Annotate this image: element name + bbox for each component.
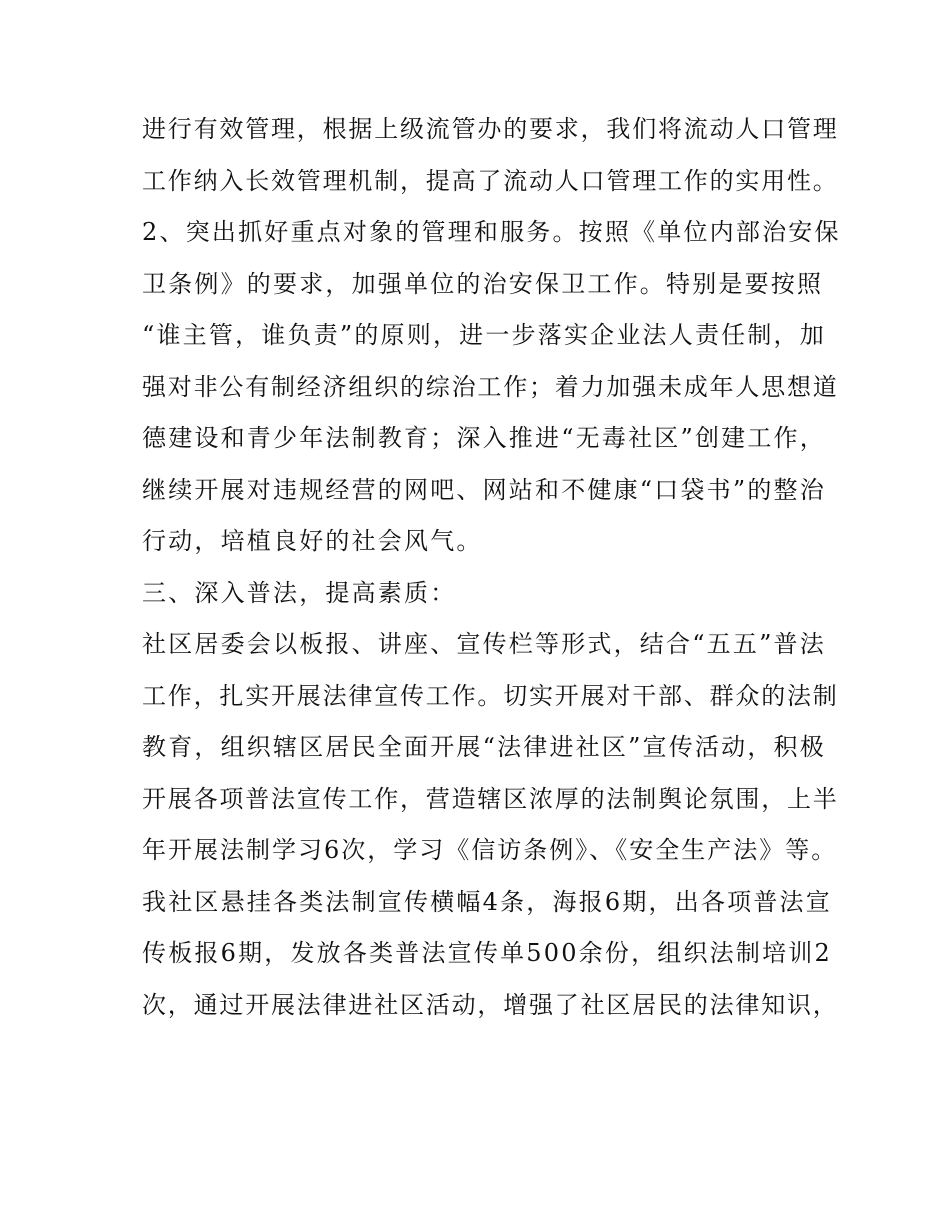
- text-line: 传板报6期，发放各类普法宣传单500余份，组织法制培训2: [142, 939, 832, 967]
- text-line: 行动，培植良好的社会风气。: [142, 527, 483, 555]
- section-heading: 三、深入普法，提高素质：: [142, 578, 457, 607]
- text-line: 2、突出抓好重点对象的管理和服务。按照《单位内部治安保: [142, 218, 841, 246]
- text-line: 强对非公有制经济组织的综治工作；着力加强未成年人思想道: [142, 372, 839, 401]
- text-line: 卫条例》的要求，加强单位的治安保卫工作。特别是要按照: [142, 269, 824, 298]
- text-line: 进行有效管理，根据上级流管办的要求，我们将流动人口管理: [142, 115, 839, 143]
- text-line: 我社区悬挂各类法制宣传横幅4条，海报6期，出各项普法宣: [142, 887, 832, 916]
- text-line: 工作，扎实开展法律宣传工作。切实开展对干部、群众的法制: [142, 681, 839, 710]
- text-line: 开展各项普法宣传工作，营造辖区浓厚的法制舆论氛围，上半: [142, 784, 839, 813]
- text-line: 德建设和青少年法制教育；深入推进“无毒社区”创建工作，: [142, 424, 826, 452]
- document-body: [142, 104, 842, 1031]
- text-line: “谁主管，谁负责”的原则，进一步落实企业法人责任制，加: [142, 321, 826, 349]
- text-line: 次，通过开展法律进社区活动，增强了社区居民的法律知识，: [142, 990, 839, 1019]
- text-line: 社区居委会以板报、讲座、宣传栏等形式，结合“五五”普法: [142, 630, 826, 658]
- text-line: 年开展法制学习6次，学习《信访条例》、《安全生产法》等。: [142, 836, 838, 864]
- text-line: 继续开展对违规经营的网吧、网站和不健康“口袋书”的整治: [142, 475, 826, 504]
- text-line: 教育，组织辖区居民全面开展“法律进社区”宣传活动，积极: [142, 733, 826, 761]
- text-line: 工作纳入长效管理机制，提高了流动人口管理工作的实用性。: [142, 166, 839, 195]
